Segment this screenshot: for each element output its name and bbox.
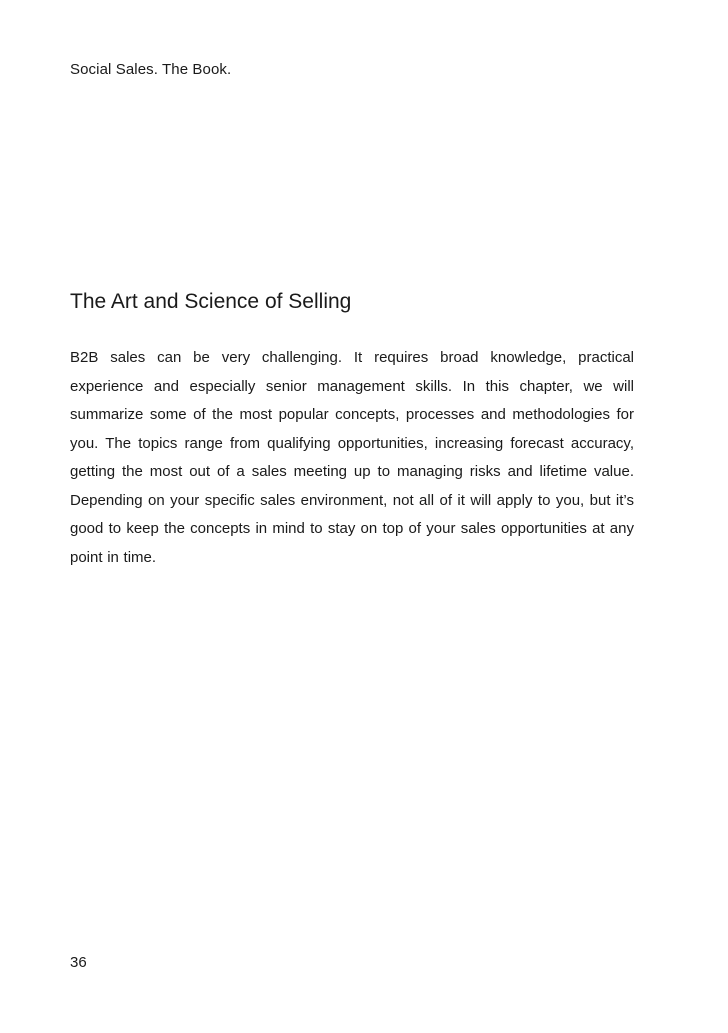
chapter-body-paragraph: B2B sales can be very challenging. It requires broad knowledge, practical experience and especially senior management skills. In this chapter, we will summarize some of the most popular concepts, processes and methodologies for you. The topics range from qualifying opportunities, increasing forecast accuracy, getting the most out of a sales meeting up to managing risks and lifetime value. Depending on your specific sales environment, not all of it will apply to you, but it’s good to keep the concepts in mind to stay on top of your sales opportunities at any point in time. (70, 349, 634, 566)
chapter-title: The Art and Science of Selling (70, 290, 352, 313)
page-number: 36 (70, 954, 87, 971)
running-header: Social Sales. The Book. (70, 61, 232, 78)
